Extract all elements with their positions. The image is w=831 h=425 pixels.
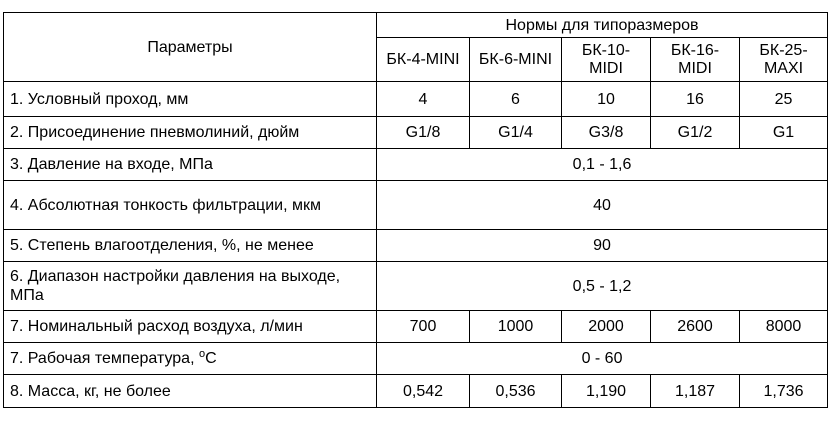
value-cell: G3/8: [562, 117, 651, 149]
merged-value-cell: 0 - 60: [377, 343, 828, 375]
merged-value-cell: 40: [377, 181, 828, 230]
value-cell: G1/4: [470, 117, 562, 149]
table-row: [4, 82, 828, 117]
value-cell: G1/8: [377, 117, 470, 149]
param-cell: 4. Абсолютная тонкость фильтрации, мкм: [4, 181, 377, 230]
value-cell: 0,542: [377, 375, 470, 408]
specifications-table: [3, 12, 828, 408]
value-cell: 16: [651, 82, 740, 117]
param-text: 7. Рабочая температура,: [10, 350, 199, 367]
table-row: [4, 230, 828, 262]
table-row: [4, 262, 828, 311]
param-cell: 3. Давление на входе, МПа: [4, 149, 377, 181]
value-cell: 6: [470, 82, 562, 117]
header-row: [4, 13, 828, 38]
value-cell: 2600: [651, 311, 740, 343]
param-cell: 5. Степень влагоотделения, %, не менее: [4, 230, 377, 262]
param-unit: C: [205, 350, 217, 367]
value-cell: 10: [562, 82, 651, 117]
value-cell: G1/2: [651, 117, 740, 149]
merged-value-cell: 90: [377, 230, 828, 262]
param-cell: 2. Присоединение пневмолиний, дюйм: [4, 117, 377, 149]
size-header-bk4: БК-4-MINI: [377, 38, 470, 82]
value-cell: 1000: [470, 311, 562, 343]
param-cell: [4, 343, 377, 375]
table-row: [4, 181, 828, 230]
merged-value-cell: 0,5 - 1,2: [377, 262, 828, 311]
param-cell: 6. Диапазон настройки давления на выходе, МПа: [4, 262, 377, 311]
value-cell: 2000: [562, 311, 651, 343]
table-row: [4, 117, 828, 149]
table-row: [4, 149, 828, 181]
norms-header: Нормы для типоразмеров: [377, 13, 828, 38]
size-header-bk25: БК-25- MAXI: [740, 38, 828, 82]
size-header-bk16: БК-16- MIDI: [651, 38, 740, 82]
params-header: Параметры: [4, 13, 377, 82]
merged-value-cell: 0,1 - 1,6: [377, 149, 828, 181]
param-cell: 7. Номинальный расход воздуха, л/мин: [4, 311, 377, 343]
value-cell: 1,187: [651, 375, 740, 408]
size-header-bk10: БК-10- MIDI: [562, 38, 651, 82]
table-row: [4, 375, 828, 408]
value-cell: G1: [740, 117, 828, 149]
value-cell: 0,536: [470, 375, 562, 408]
table-row: [4, 311, 828, 343]
value-cell: 25: [740, 82, 828, 117]
degree-sup: o: [198, 348, 206, 360]
param-cell: 1. Условный проход, мм: [4, 82, 377, 117]
size-header-bk6: БК-6-MINI: [470, 38, 562, 82]
value-cell: 1,190: [562, 375, 651, 408]
value-cell: 4: [377, 82, 470, 117]
table-row: [4, 343, 828, 375]
value-cell: 8000: [740, 311, 828, 343]
value-cell: 700: [377, 311, 470, 343]
value-cell: 1,736: [740, 375, 828, 408]
param-cell: 8. Масса, кг, не более: [4, 375, 377, 408]
